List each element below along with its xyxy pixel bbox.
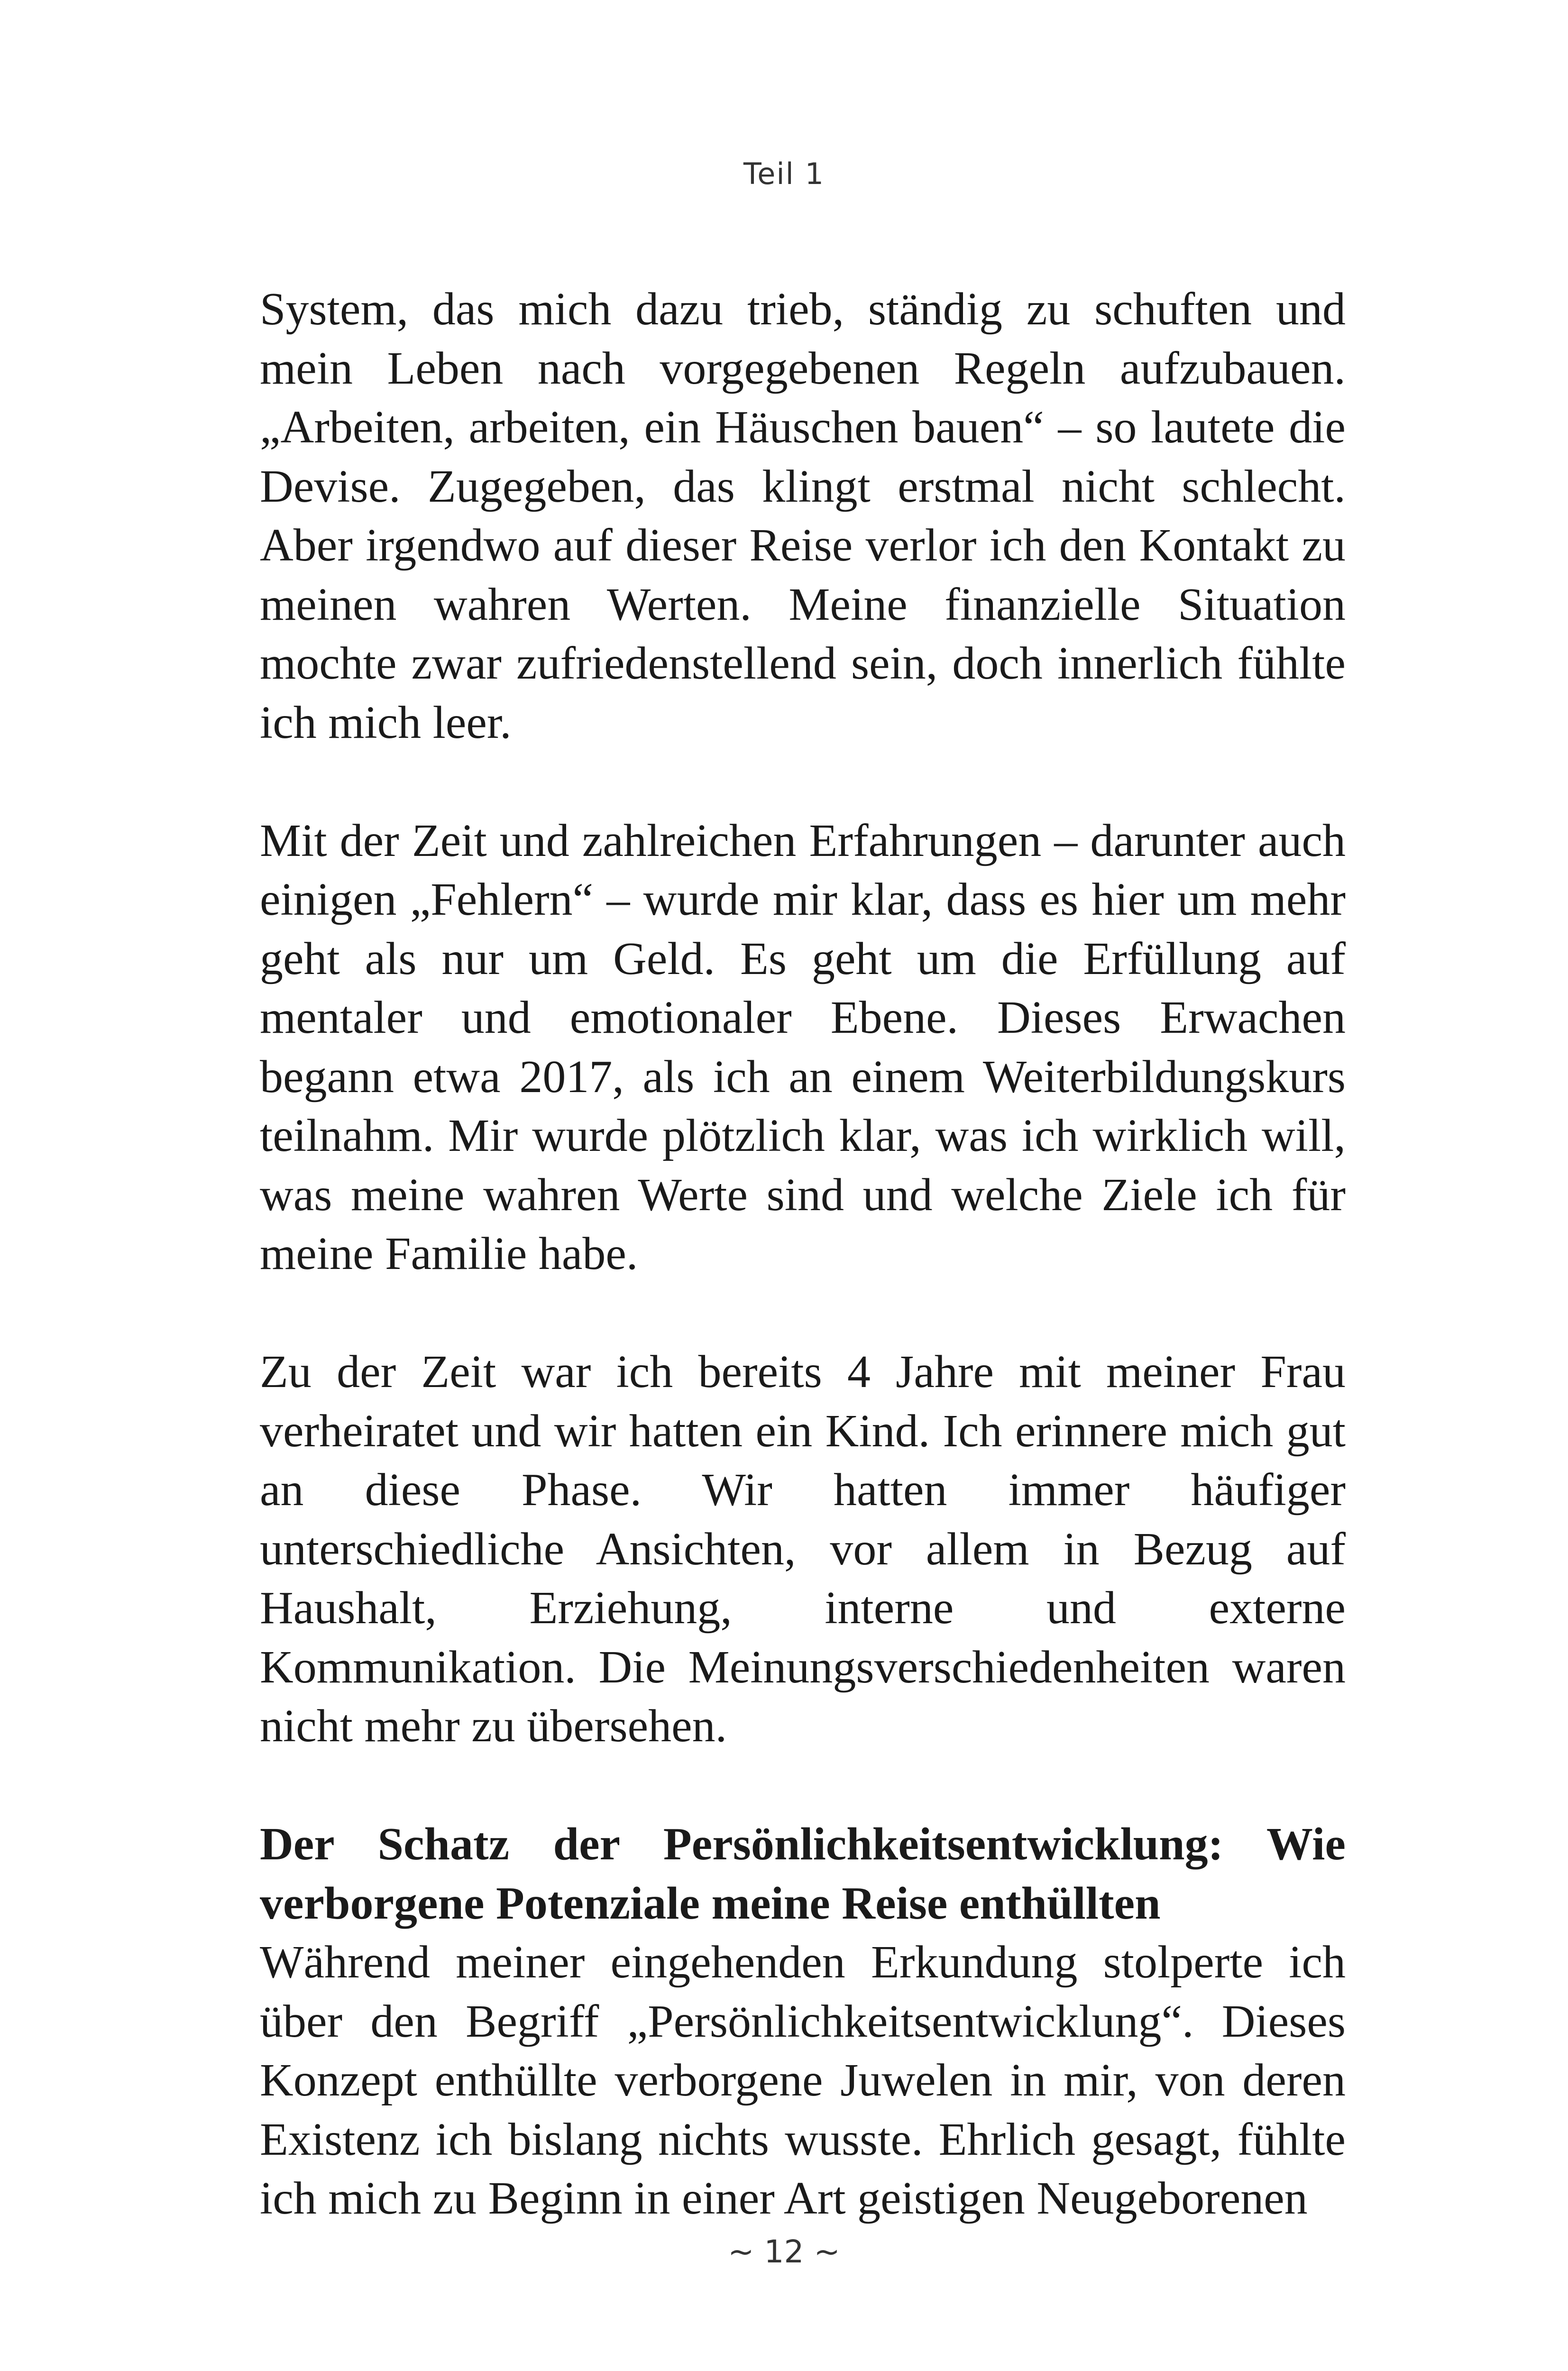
section-paragraph: Während meiner eingehenden Erkundung stolperte ich über den Begriff „Persönlichkeitsentwicklung“. Dieses Konzept enthüllte verborgene Juwelen in mir, von deren Existenz ich bislang nichts wusste. Ehrlich gesagt, fühlte ich mich zu Beginn in einer Art geistigen Neugeborenen: [260, 1937, 1346, 2224]
page-number: ~ 12 ~: [728, 2233, 840, 2270]
section-heading: Der Schatz der Persönlichkeitsentwicklung: Wie verborgene Potenziale meine Reise enthüllten: [260, 1819, 1346, 1929]
body-text: [260, 280, 1346, 2228]
paragraph-1: System, das mich dazu trieb, ständig zu schuften und mein Leben nach vorgegebenen Regeln aufzubauen. „Arbeiten, arbeiten, ein Häuschen bauen“ – so lautete die Devise. Zugegeben, das klingt erstmal nicht schlecht. Aber irgendwo auf dieser Reise verlor ich den Kontakt zu meinen wahren Werten. Meine finanzielle Situation mochte zwar zufriedenstellend sein, doch innerlich fühlte ich mich leer.: [260, 284, 1346, 748]
paragraph-2: Mit der Zeit und zahlreichen Erfahrungen – darunter auch einigen „Fehlern“ – wurde mir klar, dass es hier um mehr geht als nur um Geld. Es geht um die Erfüllung auf mentaler und emotionaler Ebene. Dieses Erwachen begann etwa 2017, als ich an einem Weiterbildungskurs teilnahm. Mir wurde plötzlich klar, was ich wirklich will, was meine wahren Werte sind und welche Ziele ich für meine Familie habe.: [260, 815, 1346, 1279]
paragraph-3: Zu der Zeit war ich bereits 4 Jahre mit meiner Frau verheiratet und wir hatten ein Kind. Ich erinnere mich gut an diese Phase. Wir hatten immer häufiger unterschiedliche Ansichten, vor allem in Bezug auf Haushalt, Erziehung, interne und externe Kommunikation. Die Meinungsverschiedenheiten waren nicht mehr zu übersehen.: [260, 1346, 1346, 1752]
running-head: Teil 1: [743, 156, 825, 191]
